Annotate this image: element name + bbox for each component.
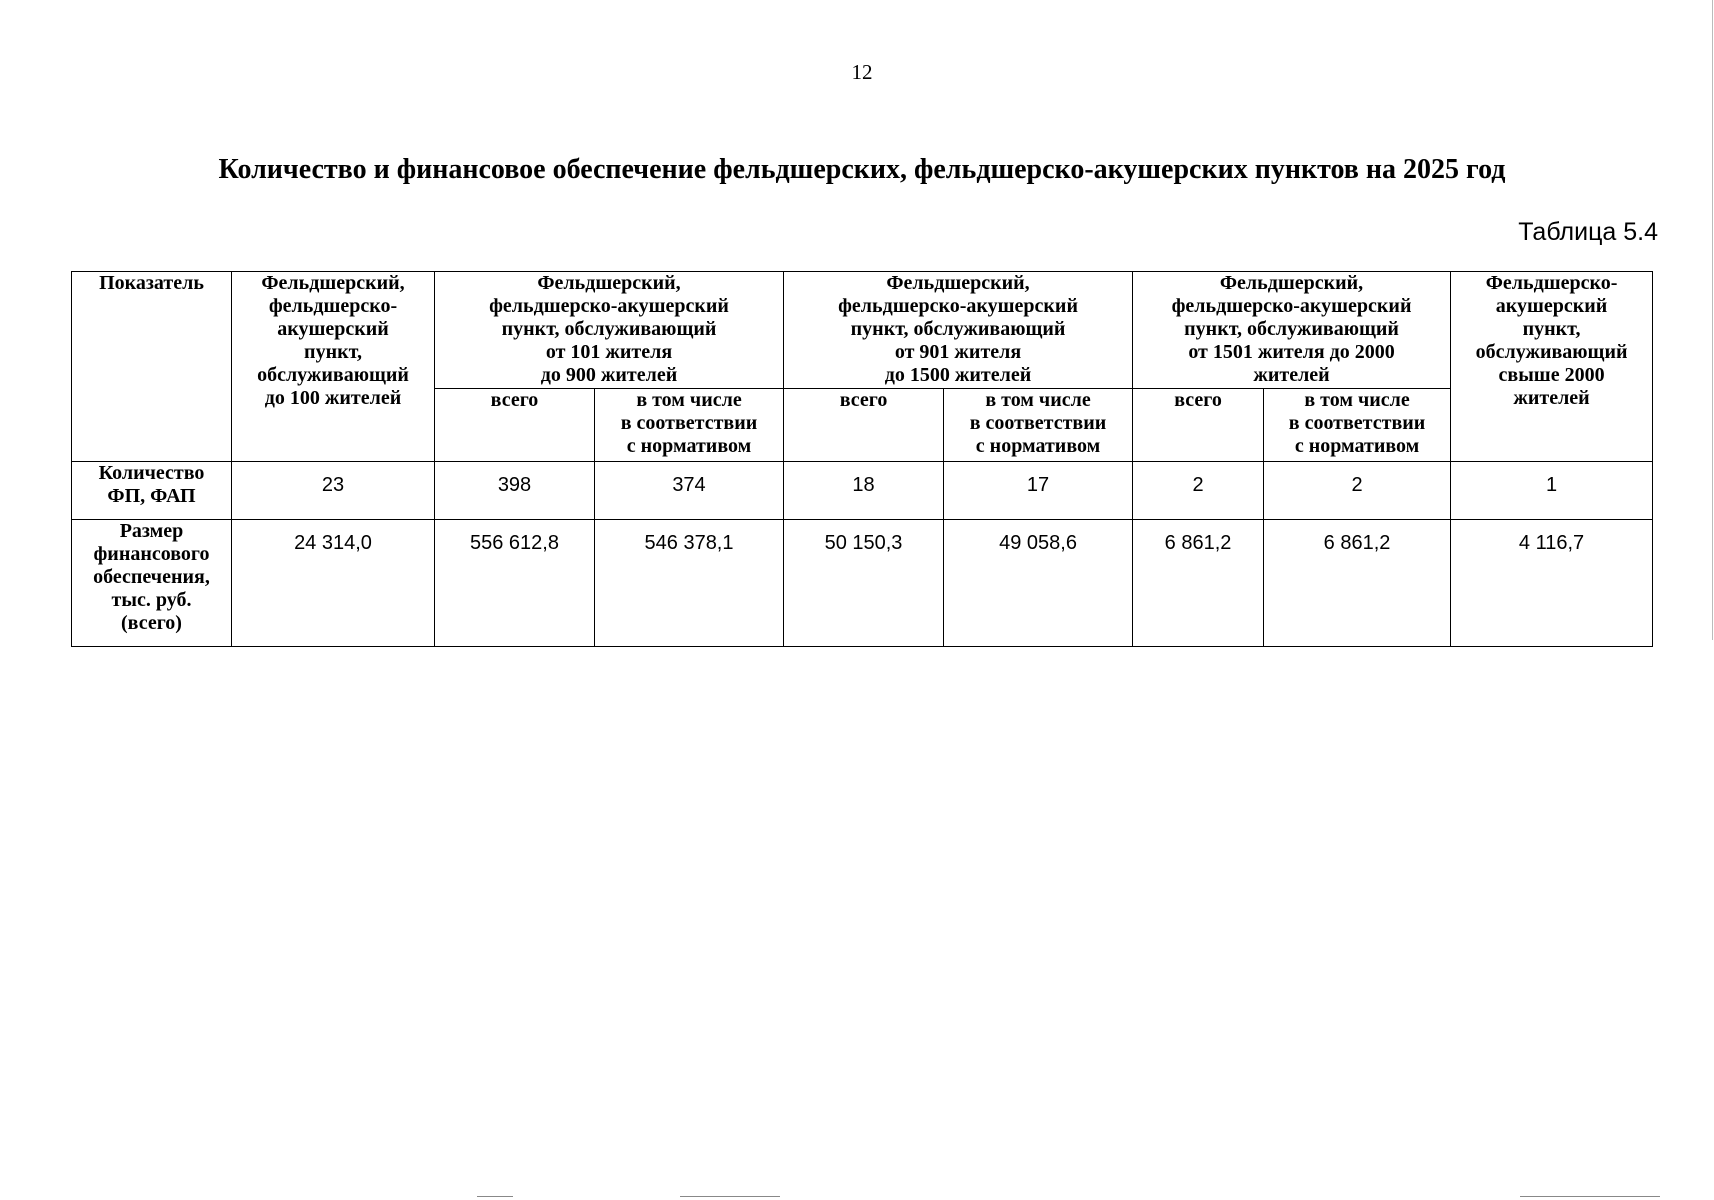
financing-over-2000: 4 116,7 xyxy=(1451,520,1653,647)
count-1501-2000-total: 2 xyxy=(1133,462,1264,520)
row-label-financing: Размер финансового обеспечения, тыс. руб. (всего) xyxy=(72,520,232,647)
subheader-total-1501-2000: всего xyxy=(1133,389,1264,462)
row-label-count: Количество ФП, ФАП xyxy=(72,462,232,520)
financing-901-1500-total: 50 150,3 xyxy=(784,520,944,647)
financing-101-900-norm: 546 378,1 xyxy=(595,520,784,647)
count-over-2000: 1 xyxy=(1451,462,1653,520)
subheader-norm-1501-2000: в том числе в соответствии с нормативом xyxy=(1264,389,1451,462)
document-title: Количество и финансовое обеспечение фельдшерских, фельдшерско-акушерских пунктов на 2025 год xyxy=(218,154,1506,185)
subheader-total-901-1500: всего xyxy=(784,389,944,462)
scan-artifact xyxy=(1712,0,1713,640)
financing-101-900-total: 556 612,8 xyxy=(435,520,595,647)
financing-table xyxy=(71,271,1653,647)
count-1501-2000-norm: 2 xyxy=(1264,462,1451,520)
scan-artifact xyxy=(477,1196,513,1197)
table-row xyxy=(72,520,1653,647)
page-number: 12 xyxy=(851,60,873,84)
count-101-900-norm: 374 xyxy=(595,462,784,520)
financing-901-1500-norm: 49 058,6 xyxy=(944,520,1133,647)
scan-artifact xyxy=(680,1196,780,1197)
subheader-norm-901-1500: в том числе в соответствии с нормативом xyxy=(944,389,1133,462)
header-group-901-1500: Фельдшерский, фельдшерско-акушерский пункт, обслуживающий от 901 жителя до 1500 жителей xyxy=(784,272,1133,389)
count-901-1500-norm: 17 xyxy=(944,462,1133,520)
scan-artifact xyxy=(1520,1196,1660,1197)
header-group-over-2000: Фельдшерско- акушерский пункт, обслуживающий свыше 2000 жителей xyxy=(1451,272,1653,462)
financing-up-to-100: 24 314,0 xyxy=(232,520,435,647)
header-group-up-to-100: Фельдшерский, фельдшерско- акушерский пункт, обслуживающий до 100 жителей xyxy=(232,272,435,462)
count-901-1500-total: 18 xyxy=(784,462,944,520)
count-up-to-100: 23 xyxy=(232,462,435,520)
header-group-1501-2000: Фельдшерский, фельдшерско-акушерский пункт, обслуживающий от 1501 жителя до 2000 жителей xyxy=(1133,272,1451,389)
table-row xyxy=(72,462,1653,520)
count-101-900-total: 398 xyxy=(435,462,595,520)
subheader-total-101-900: всего xyxy=(435,389,595,462)
header-group-101-900: Фельдшерский, фельдшерско-акушерский пункт, обслуживающий от 101 жителя до 900 жителей xyxy=(435,272,784,389)
financing-1501-2000-norm: 6 861,2 xyxy=(1264,520,1451,647)
table-label: Таблица 5.4 xyxy=(1518,218,1658,246)
subheader-norm-101-900: в том числе в соответствии с нормативом xyxy=(595,389,784,462)
financing-1501-2000-total: 6 861,2 xyxy=(1133,520,1264,647)
header-indicator: Показатель xyxy=(72,272,232,462)
